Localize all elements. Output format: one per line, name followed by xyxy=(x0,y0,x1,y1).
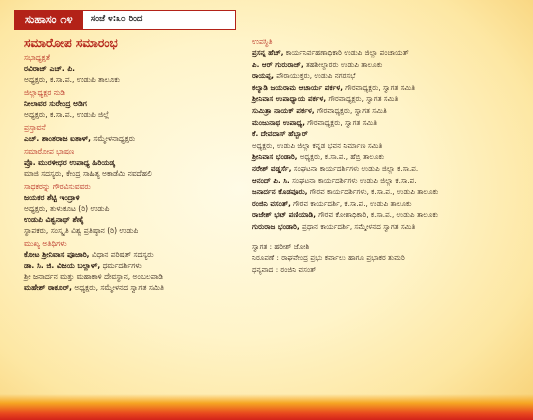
spacer xyxy=(252,233,528,241)
entry-name: ಕಲ್ಯಾಡಿ ಜಯರಾಮ ಆಚಾರ್ಯ ಪರ್ಕಳ, xyxy=(252,82,343,92)
entry-line xyxy=(252,140,528,152)
entry-name: ಗುರುರಾಜ ಭಂಡಾರಿ, xyxy=(252,221,300,231)
entry-line xyxy=(24,203,244,214)
entry-role: ಮಾಜಿ ಸದಸ್ಯರು, ಕೇಂದ್ರ ಸಾಹಿತ್ಯ ಅಕಾಡೆಮಿ ನವದೆಹಲಿ xyxy=(24,169,152,178)
entry-line xyxy=(252,163,528,175)
entry-name: ರಂಜಿನಿ ವಸಂತ್, xyxy=(252,198,291,208)
entry-line xyxy=(252,47,528,59)
entry-role: ಸಂಘಟನಾ ಕಾರ್ಯದರ್ಶಿಗಳು ಉಡುಪಿ ಜಿಲ್ಲಾ ಕ.ಸಾ.ಪ. xyxy=(289,175,417,185)
entry-role: ವಿಧಾನ ಪರಿಷತ್ ಸದಸ್ಯರು xyxy=(89,250,154,259)
entry-line xyxy=(252,117,528,129)
entry-role: ಸ್ಥಾಪಕರು, ಸಂಸ್ಕೃತಿ ವಿಶ್ವ ಪ್ರತಿಷ್ಠಾನ (ರಿ) ಉಡುಪಿ xyxy=(24,226,139,235)
entry-line xyxy=(24,74,244,85)
entry-line xyxy=(24,192,244,203)
credits-list xyxy=(252,241,528,276)
entry-line xyxy=(24,98,244,109)
credit-line: ಧನ್ಯವಾದ : ರಂಜಿನಿ ವಸಂತ್ xyxy=(252,264,317,274)
entry-role: ಗೌರವ ಕೋಶಾಧಿಕಾರಿ, ಕ.ಸಾ.ಪ., ಉಡುಪಿ ತಾಲೂಕು xyxy=(315,210,439,220)
entry-line xyxy=(252,209,528,221)
entry-role: ಅಧ್ಯಕ್ಷರು, ತುಳುಕೂಟ (ರಿ) ಉಡುಪಿ xyxy=(24,204,110,213)
entry-role: ಸಮ್ಮೇಳನಾಧ್ಯಕ್ಷರು xyxy=(90,134,136,143)
entry-role: ಅಧ್ಯಕ್ಷರು, ಉಡುಪಿ ಜಿಲ್ಲಾ ಕನ್ನಡ ಭವನ ನಿರ್ಮಾಣ ಸಮಿತಿ xyxy=(252,140,383,150)
entry-role: ಅಧ್ಯಕ್ಷರು, ಕ.ಸಾ.ಪ., ಉಡುಪಿ ಜಿಲ್ಲೆ xyxy=(24,110,110,119)
entry-line xyxy=(252,59,528,71)
entry-line xyxy=(24,225,244,236)
left-column xyxy=(24,36,244,296)
entry-name: ಎಚ್. ಶಾಂತರಾಜ ಐತಾಳ್, xyxy=(24,134,91,143)
program-section xyxy=(24,53,244,85)
section-label: ಪ್ರಸ್ತಾವನೆ xyxy=(24,123,46,132)
entry-role: ಸಂಘಟನಾ ಕಾರ್ಯದರ್ಶಿಗಳು ಉಡುಪಿ ಜಿಲ್ಲಾ ಕ.ಸಾ.ಪ. xyxy=(291,163,419,173)
section-label: ಸಮಾರೋಪ ಭಾಷಣ xyxy=(24,147,75,156)
entry-name: ಜನಾರ್ದನ ಕೊಡವೂರು, xyxy=(252,187,308,197)
entry-line xyxy=(24,168,244,179)
entry-role: ಗೌರವ ಕಾರ್ಯದರ್ಶಿ, ಕ.ಸಾ.ಪ., ಉಡುಪಿ ತಾಲೂಕು xyxy=(290,198,412,208)
decorative-bottom-band xyxy=(0,394,533,420)
entry-role: ಶ್ರೀ ಜನಾರ್ದನ ಮತ್ತು ಮಹಾಕಾಳಿ ದೇವಸ್ಥಾನ, ಅಂಬಲಪಾಡಿ xyxy=(24,272,163,281)
entry-line xyxy=(252,186,528,198)
credit-line: ನಿರೂಪಣೆ : ರಾಘವೇಂದ್ರ ಪ್ರಭು ಕರ್ವಾಲು ಹಾಗೂ ಪ್ರಭಾಕರ ತುಮರಿ xyxy=(252,253,405,263)
entry-name: ರಾಯಪ್ಪ, xyxy=(252,71,274,81)
entry-role: ಧರ್ಮದರ್ಶಿಗಳು xyxy=(100,261,142,270)
entry-name: ಉಡುಪಿ ವಿಶ್ವನಾಥ್ ಶೆಣೈ xyxy=(24,215,84,224)
entry-role: ಗೌರವಾಧ್ಯಕ್ಷರು, ಸ್ವಾಗತ ಸಮಿತಿ xyxy=(304,117,378,127)
entry-name: ಕೋಟ ಶ್ರೀನಿವಾಸ ಪೂಜಾರಿ, xyxy=(24,250,90,259)
entry-name: ಕೆ. ದೇವದಾಸ್ ಹೆಬ್ಬಾರ್ xyxy=(252,129,308,139)
entry-name: ಪ್ರಸನ್ನ ಹೆಚ್, xyxy=(252,48,284,57)
entry-role: ಗೌರವಾಧ್ಯಕ್ಷರು, ಸ್ವಾಗತ ಸಮಿತಿ xyxy=(326,94,399,104)
entry-role: ಅಧ್ಯಕ್ಷರು, ಸಮ್ಮೇಳನದ ಸ್ವಾಗತ ಸಮಿತಿ xyxy=(71,283,164,292)
entry-name: ಮಂಜುನಾಥ ಉಪಾಧ್ಯ, xyxy=(252,117,305,127)
entry-name: ನೀಲಾವರ ಸುರೇಂದ್ರ ಅಡಿಗ xyxy=(24,99,87,108)
entry-name: ಮಹೇಶ್ ಠಾಕೂರ್, xyxy=(24,283,72,292)
entry-role: ತಹಶೀಲ್ದಾರರು ಉಡುಪಿ ತಾಲೂಕು xyxy=(303,59,383,69)
entry-line xyxy=(252,175,528,187)
entry-role: ಪೌರಾಯುಕ್ತರು, ಉಡುಪಿ ನಗರಸಭೆ xyxy=(273,71,356,81)
program-section xyxy=(24,147,244,179)
program-section xyxy=(24,88,244,120)
entry-role: ಗೌರವಾಧ್ಯಕ್ಷರು, ಸ್ವಾಗತ ಸಮಿತಿ xyxy=(314,105,387,115)
program-section xyxy=(24,123,244,144)
entry-role: ಕಾರ್ಯನಿರ್ವಹಣಾಧಿಕಾರಿ ಉಡುಪಿ ಜಿಲ್ಲಾ ಪಂಚಾಯತ್ xyxy=(283,48,409,57)
entry-name: ಶ್ರೀನಿವಾಸ ಭಂಡಾರಿ, xyxy=(252,152,298,162)
entry-line xyxy=(252,128,528,140)
entry-line xyxy=(252,221,528,233)
entry-line xyxy=(24,282,244,293)
entry-role: ಅಧ್ಯಕ್ಷರು, ಕ.ಸಾ.ಪ., ಹೆಬ್ರಿ ತಾಲೂಕು xyxy=(297,152,385,162)
right-column xyxy=(252,36,528,275)
entry-line xyxy=(24,260,244,271)
session-header xyxy=(14,10,236,30)
entry-name: ಪಿ. ಆರ್ ಗುರುರಾಜ್, xyxy=(252,59,304,69)
entry-line xyxy=(252,151,528,163)
entry-role: ಪ್ರಧಾನ ಕಾರ್ಯದರ್ಶಿ, ಸಮ್ಮೇಳನದ ಸ್ವಾಗತ ಸಮಿತಿ xyxy=(299,221,416,231)
entry-line xyxy=(24,157,244,168)
entry-line xyxy=(252,70,528,82)
program-section xyxy=(24,182,244,236)
entry-name: ಶ್ರೀನಿವಾಸ ಉಪಾಧ್ಯಾಯ ಪರ್ಕಳ, xyxy=(252,94,327,104)
entry-name: ನರೇಶ್ ವಡ್ಡರ್ಸೆ, xyxy=(252,163,292,173)
entry-name: ಪ್ರೊ. ಮುರಳೀಧರ ಉಪಾಧ್ಯ ಹಿರಿಯಡ್ಕ xyxy=(24,158,115,167)
session-title: ಸುಹಾಸಂ ೧೪ xyxy=(15,11,83,29)
entry-line xyxy=(24,133,244,144)
entry-line xyxy=(252,93,528,105)
left-sections xyxy=(24,53,244,293)
entry-name: ಜಯಕರ ಶೆಟ್ಟಿ ಇಂದ್ರಾಳಿ xyxy=(24,193,80,202)
credit-line: ಸ್ವಾಗತ : ಹರೀಶ್ ಜೋಶಿ xyxy=(252,241,310,251)
presence-list xyxy=(252,47,528,233)
entry-role: ಗೌರವ ಕಾರ್ಯದರ್ಶಿಗಳು, ಕ.ಸಾ.ಪ., ಉಡುಪಿ ತಾಲೂಕು xyxy=(307,187,439,197)
session-time: ಸಂಜೆ ೪:೩೦ ರಿಂದ xyxy=(90,14,143,24)
entry-role: ಅಧ್ಯಕ್ಷರು, ಕ.ಸಾ.ಪ., ಉಡುಪಿ ತಾಲೂಕು xyxy=(24,75,121,84)
entry-name: ಡಾ. ಸಿ. ಜಿ. ವಿಜಯ ಬಲ್ಲಾಳ್, xyxy=(24,261,101,270)
entry-line xyxy=(252,198,528,210)
entry-line xyxy=(24,214,244,225)
section-label: ಸಭಾಧ್ಯಕ್ಷತೆ xyxy=(24,53,50,62)
section-label: ಜಿಲ್ಲಾಧ್ಯಕ್ಷರ ನುಡಿ xyxy=(24,88,66,97)
presence-label: ಉಪಸ್ಥಿತಿ xyxy=(252,37,273,46)
entry-line xyxy=(252,105,528,117)
entry-line xyxy=(24,109,244,120)
section-label: ಮುಖ್ಯ ಅತಿಥಿಗಳು xyxy=(24,239,67,248)
entry-line xyxy=(24,271,244,282)
entry-name: ರವಿರಾಜ್ ಎಚ್. ಪಿ. xyxy=(24,64,75,73)
entry-name: ಸುಮಿತ್ರಾ ನಾಯಕ್ ಪರ್ಕಳ, xyxy=(252,105,315,115)
entry-line xyxy=(24,63,244,74)
entry-name: ರಾಜೇಶ್ ಭಟ್ ಪಣಿಯಾಡಿ, xyxy=(252,210,316,220)
entry-line xyxy=(24,249,244,260)
entry-role: ಗೌರವಾಧ್ಯಕ್ಷರು, ಸ್ವಾಗತ ಸಮಿತಿ xyxy=(342,82,416,92)
program-title: ಸಮಾರೋಪ ಸಮಾರಂಭ xyxy=(24,36,118,50)
entry-line xyxy=(252,82,528,94)
section-label: ಸಾಧಕರನ್ನು ಗೌರವಿಸುವವರು xyxy=(24,182,91,191)
entry-name: ಆನಂದ್ ಪಿ. ಸಿ. xyxy=(252,175,290,185)
program-section xyxy=(24,239,244,293)
